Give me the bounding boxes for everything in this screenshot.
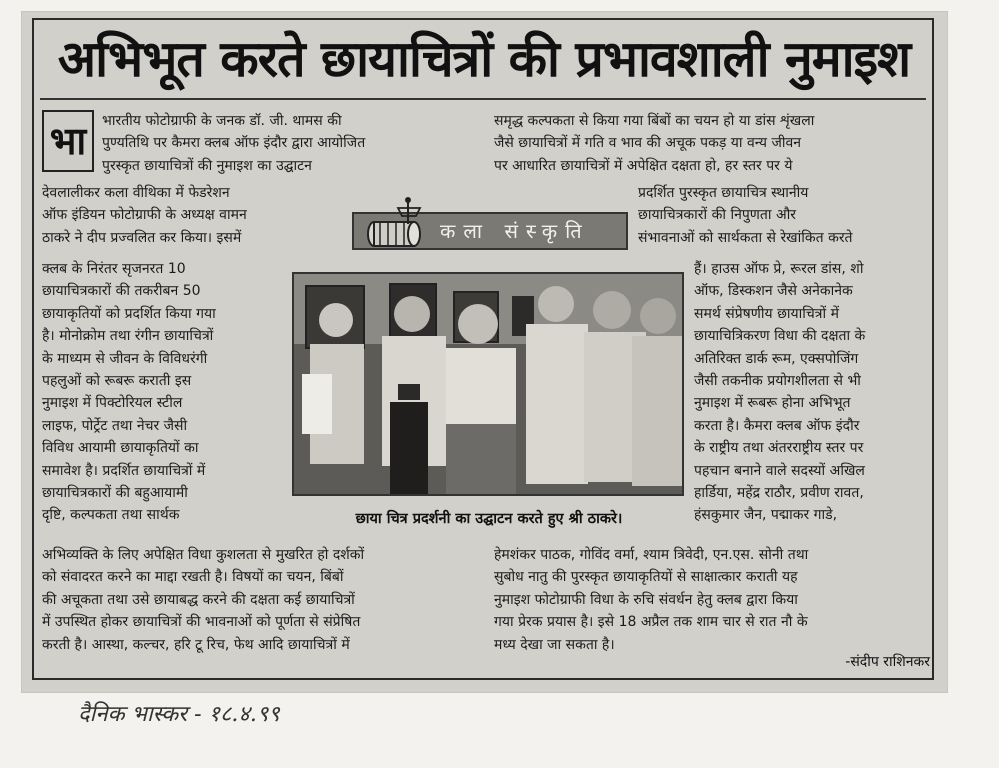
headline-divider bbox=[40, 98, 926, 100]
article-headline: अभिभूत करते छायाचित्रों की प्रभावशाली नुमाइश bbox=[57, 30, 911, 88]
intro-paragraph: भारतीय फोटोग्राफी के जनक डॉ. जी. थामस की पुण्यतिथि पर कैमरा क्लब ऑफ इंदौर द्वारा आयोजित पुरस्कृत छायाचित्रों की नुमाइश का उद्घाटन bbox=[102, 113, 366, 174]
photo-caption: छाया चित्र प्रदर्शनी का उद्घाटन करते हुए श्री ठाकरे। bbox=[355, 511, 623, 527]
column-2-top-text: समृद्ध कल्पकता से किया गया बिंबों का चयन हो या डांस शृंखला जैसे छायाचित्रों में गति व भाव की अचूक पकड़ या वन्य जीवन पर आधारित छायाचित्रों में अपेक्षित दक्षता हो, हर स्तर पर ये bbox=[494, 113, 815, 174]
drum-icon bbox=[358, 196, 440, 256]
exhibition-photo-image bbox=[294, 274, 682, 494]
column-2-bottom-text: हेमशंकर पाठक, गोविंद वर्मा, श्याम त्रिवेदी, एन.एस. सोनी तथा सुबोध नातु की पुरस्कृत छायाकृतियों से साक्षात्कार कराती यह नुमाइश फोटोग्राफी विधा के रुचि संवर्धन हेतु क्लब द्वारा किया गया प्रेरक प्रयास है। इसे 18 अप्रैल तक शाम चार से रात नौ के मध्य देखा जा सकता है। bbox=[494, 547, 809, 653]
exhibition-photo bbox=[292, 272, 684, 496]
drop-cap: भा bbox=[42, 110, 94, 172]
column-1-lower-text: क्लब के निरंतर सृजनरत 10 छायाचित्रकारों की तकरीबन 50 छायाकृतियों को प्रदर्शित किया गया है। मोनोक्रोम तथा रंगीन छायाचित्रों के माध्यम से जीवन के विविधरंगी पहलुओं को रूबरू कराती इस नुमाइश में पिक्टोरियल स्टील लाइफ, पोर्ट्रेट तथा नेचर जैसी विविध आयामी छायाकृतियों का समावेश है। प्रदर्शित छायाचित्रों में छायाचित्रकारों की बहुआयामी दृष्टि, कल्पकता तथा सार्थक bbox=[42, 261, 216, 524]
column-1-upper-text: देवलालीकर कला वीथिका में फेडरेशन ऑफ इंडियन फोटोग्राफी के अध्यक्ष वामन ठाकरे ने दीप प्रज्वलित कर किया। इसमें bbox=[42, 185, 247, 246]
author-byline: -संदीप राशिनकर bbox=[845, 654, 930, 670]
column-2-middle-text: प्रदर्शित पुरस्कृत छायाचित्र स्थानीय छायाचित्रकारों की निपुणता और संभावनाओं को सार्थकता से रेखांकित करते bbox=[638, 185, 853, 246]
column-1-bottom-text: अभिव्यक्ति के लिए अपेक्षित विधा कुशलता से मुखरित हो दर्शकों को संवादरत करने का माद्दा रखती है। विषयों का चयन, बिंबों की अचूकता तथा उसे छायाबद्ध करने की दक्षता कई छायाचित्रों में उपस्थित होकर छायाचित्रों की भावनाओं को पूर्णता से संप्रेषित करती है। आस्था, कल्चर, हरि टू रिच, फेथ आदि छायाचित्रों में bbox=[42, 547, 365, 653]
column-2-side-text: हैं। हाउस ऑफ प्रे, रूरल डांस, शो ऑफ, डिस्कशन जैसे अनेकानेक समर्थ संप्रेषणीय छायाचित्रों में छायाचित्रिकरण विधा की दक्षता के अतिरिक्त डार्क रूम, एक्सपोजिंग जैसी तकनीक प्रयोगशीलता से भी नुमाइश में रूबरू होना अभिभूत करता है। कैमरा क्लब ऑफ इंदौर के राष्ट्रीय तथा अंतरराष्ट्रीय स्तर पर पहचान बनाने वाले सदस्यों अखिल हार्डिया, महेंद्र राठौर, प्रवीण रावत, हंसकुमार जैन, पद्माकर गाडे, bbox=[694, 261, 866, 524]
handwritten-source-note: दैनिक भास्कर - १८.४.९९ bbox=[78, 702, 280, 727]
section-badge-label: कला संस्कृति bbox=[440, 219, 590, 243]
